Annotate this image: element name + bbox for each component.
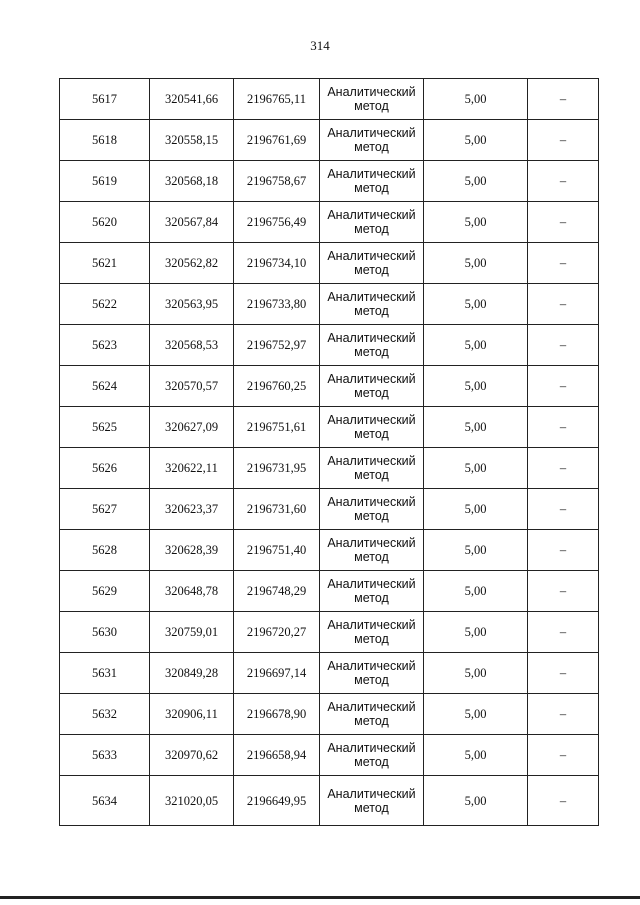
table-row	[60, 694, 599, 735]
method-line-2: метод	[354, 800, 389, 815]
method-line-2: метод	[354, 345, 389, 359]
method-line-1: Аналитический	[327, 208, 416, 222]
note-cell: –	[528, 530, 599, 571]
y-coordinate-cell: 2196758,67	[234, 161, 320, 202]
method-line-1: Аналитический	[327, 536, 416, 550]
y-coordinate-cell: 2196748,29	[234, 571, 320, 612]
table-row	[60, 120, 599, 161]
point-id-cell: 5618	[60, 120, 150, 161]
point-id-cell: 5620	[60, 202, 150, 243]
note-cell: –	[528, 79, 599, 120]
note-cell: –	[528, 776, 599, 826]
method-line-2: метод	[354, 755, 389, 769]
y-coordinate-cell: 2196731,95	[234, 448, 320, 489]
note-cell: –	[528, 325, 599, 366]
table-row	[60, 735, 599, 776]
note-cell: –	[528, 694, 599, 735]
table-row	[60, 489, 599, 530]
y-coordinate-cell: 2196733,80	[234, 284, 320, 325]
y-coordinate-cell: 2196734,10	[234, 243, 320, 284]
method-line-1: Аналитический	[327, 454, 416, 468]
method-line-2: метод	[354, 591, 389, 605]
x-coordinate-cell: 320622,11	[150, 448, 234, 489]
point-id-cell: 5627	[60, 489, 150, 530]
method-line-2: метод	[354, 181, 389, 195]
accuracy-cell: 5,00	[424, 694, 528, 735]
x-coordinate-cell: 320648,78	[150, 571, 234, 612]
note-cell: –	[528, 448, 599, 489]
method-cell	[320, 202, 424, 243]
x-coordinate-cell: 320628,39	[150, 530, 234, 571]
method-line-2: метод	[354, 427, 389, 441]
x-coordinate-cell: 320623,37	[150, 489, 234, 530]
method-line-1: Аналитический	[327, 618, 416, 632]
method-cell	[320, 243, 424, 284]
accuracy-cell: 5,00	[424, 612, 528, 653]
method-line-1: Аналитический	[327, 659, 416, 673]
method-cell	[320, 161, 424, 202]
note-cell: –	[528, 612, 599, 653]
method-line-2: метод	[354, 714, 389, 728]
note-cell: –	[528, 735, 599, 776]
method-cell	[320, 612, 424, 653]
method-line-2: метод	[354, 140, 389, 154]
table-row	[60, 653, 599, 694]
method-cell	[320, 489, 424, 530]
table-row	[60, 776, 599, 826]
method-line-1: Аналитический	[327, 741, 416, 755]
method-line-1: Аналитический	[327, 126, 416, 140]
x-coordinate-cell: 320541,66	[150, 79, 234, 120]
method-line-1: Аналитический	[327, 249, 416, 263]
method-line-2: метод	[354, 468, 389, 482]
table-row	[60, 612, 599, 653]
x-coordinate-cell: 320567,84	[150, 202, 234, 243]
point-id-cell: 5622	[60, 284, 150, 325]
point-id-cell: 5624	[60, 366, 150, 407]
y-coordinate-cell: 2196658,94	[234, 735, 320, 776]
x-coordinate-cell: 320562,82	[150, 243, 234, 284]
point-id-cell: 5630	[60, 612, 150, 653]
method-line-1: Аналитический	[327, 290, 416, 304]
note-cell: –	[528, 202, 599, 243]
accuracy-cell: 5,00	[424, 120, 528, 161]
method-cell	[320, 735, 424, 776]
point-id-cell: 5619	[60, 161, 150, 202]
accuracy-cell: 5,00	[424, 407, 528, 448]
x-coordinate-cell: 321020,05	[150, 776, 234, 826]
method-line-1: Аналитический	[327, 700, 416, 714]
method-line-2: метод	[354, 222, 389, 236]
note-cell: –	[528, 161, 599, 202]
y-coordinate-cell: 2196751,40	[234, 530, 320, 571]
table-row	[60, 325, 599, 366]
x-coordinate-cell: 320568,53	[150, 325, 234, 366]
method-cell	[320, 79, 424, 120]
method-cell	[320, 776, 424, 826]
table-row	[60, 284, 599, 325]
accuracy-cell: 5,00	[424, 202, 528, 243]
method-cell	[320, 571, 424, 612]
method-cell	[320, 284, 424, 325]
method-cell	[320, 530, 424, 571]
method-line-2: метод	[354, 386, 389, 400]
method-cell	[320, 120, 424, 161]
note-cell: –	[528, 407, 599, 448]
point-id-cell: 5625	[60, 407, 150, 448]
coordinates-table	[59, 78, 599, 826]
accuracy-cell: 5,00	[424, 243, 528, 284]
method-line-2: метод	[354, 304, 389, 318]
method-line-2: метод	[354, 509, 389, 523]
x-coordinate-cell: 320563,95	[150, 284, 234, 325]
accuracy-cell: 5,00	[424, 489, 528, 530]
point-id-cell: 5621	[60, 243, 150, 284]
point-id-cell: 5628	[60, 530, 150, 571]
method-cell	[320, 448, 424, 489]
bottom-border	[0, 896, 640, 899]
x-coordinate-cell: 320906,11	[150, 694, 234, 735]
table-row	[60, 79, 599, 120]
note-cell: –	[528, 284, 599, 325]
point-id-cell: 5623	[60, 325, 150, 366]
table-row	[60, 448, 599, 489]
y-coordinate-cell: 2196765,11	[234, 79, 320, 120]
accuracy-cell: 5,00	[424, 530, 528, 571]
y-coordinate-cell: 2196649,95	[234, 776, 320, 826]
note-cell: –	[528, 653, 599, 694]
note-cell: –	[528, 120, 599, 161]
table-row	[60, 202, 599, 243]
method-line-1: Аналитический	[327, 167, 416, 181]
point-id-cell: 5632	[60, 694, 150, 735]
table-row	[60, 161, 599, 202]
y-coordinate-cell: 2196752,97	[234, 325, 320, 366]
point-id-cell: 5626	[60, 448, 150, 489]
note-cell: –	[528, 571, 599, 612]
table-row	[60, 530, 599, 571]
method-line-1: Аналитический	[327, 372, 416, 386]
table-row	[60, 243, 599, 284]
accuracy-cell: 5,00	[424, 448, 528, 489]
method-cell	[320, 407, 424, 448]
method-cell	[320, 653, 424, 694]
method-cell	[320, 366, 424, 407]
page-number: 314	[310, 38, 330, 53]
y-coordinate-cell: 2196756,49	[234, 202, 320, 243]
method-line-1: Аналитический	[327, 495, 416, 509]
method-line-2: метод	[354, 99, 389, 113]
method-line-1: Аналитический	[327, 413, 416, 427]
x-coordinate-cell: 320759,01	[150, 612, 234, 653]
point-id-cell: 5629	[60, 571, 150, 612]
x-coordinate-cell: 320970,62	[150, 735, 234, 776]
method-line-1: Аналитический	[327, 577, 416, 591]
accuracy-cell: 5,00	[424, 161, 528, 202]
accuracy-cell: 5,00	[424, 735, 528, 776]
method-line-1: Аналитический	[327, 85, 416, 99]
x-coordinate-cell: 320568,18	[150, 161, 234, 202]
point-id-cell: 5634	[60, 776, 150, 826]
accuracy-cell: 5,00	[424, 79, 528, 120]
point-id-cell: 5633	[60, 735, 150, 776]
note-cell: –	[528, 366, 599, 407]
coordinates-table-body	[60, 79, 599, 826]
y-coordinate-cell: 2196731,60	[234, 489, 320, 530]
note-cell: –	[528, 489, 599, 530]
method-line-2: метод	[354, 632, 389, 646]
accuracy-cell: 5,00	[424, 284, 528, 325]
x-coordinate-cell: 320558,15	[150, 120, 234, 161]
y-coordinate-cell: 2196720,27	[234, 612, 320, 653]
y-coordinate-cell: 2196697,14	[234, 653, 320, 694]
x-coordinate-cell: 320849,28	[150, 653, 234, 694]
method-line-2: метод	[354, 550, 389, 564]
x-coordinate-cell: 320627,09	[150, 407, 234, 448]
table-row	[60, 407, 599, 448]
method-cell	[320, 694, 424, 735]
y-coordinate-cell: 2196678,90	[234, 694, 320, 735]
table-row	[60, 571, 599, 612]
accuracy-cell: 5,00	[424, 366, 528, 407]
x-coordinate-cell: 320570,57	[150, 366, 234, 407]
y-coordinate-cell: 2196751,61	[234, 407, 320, 448]
point-id-cell: 5617	[60, 79, 150, 120]
accuracy-cell: 5,00	[424, 653, 528, 694]
method-line-1: Аналитический	[327, 331, 416, 345]
method-line-2: метод	[354, 673, 389, 687]
method-line-1: Аналитический	[327, 786, 416, 801]
accuracy-cell: 5,00	[424, 776, 528, 826]
accuracy-cell: 5,00	[424, 325, 528, 366]
point-id-cell: 5631	[60, 653, 150, 694]
table-row	[60, 366, 599, 407]
method-line-2: метод	[354, 263, 389, 277]
y-coordinate-cell: 2196760,25	[234, 366, 320, 407]
y-coordinate-cell: 2196761,69	[234, 120, 320, 161]
method-cell	[320, 325, 424, 366]
accuracy-cell: 5,00	[424, 571, 528, 612]
note-cell: –	[528, 243, 599, 284]
